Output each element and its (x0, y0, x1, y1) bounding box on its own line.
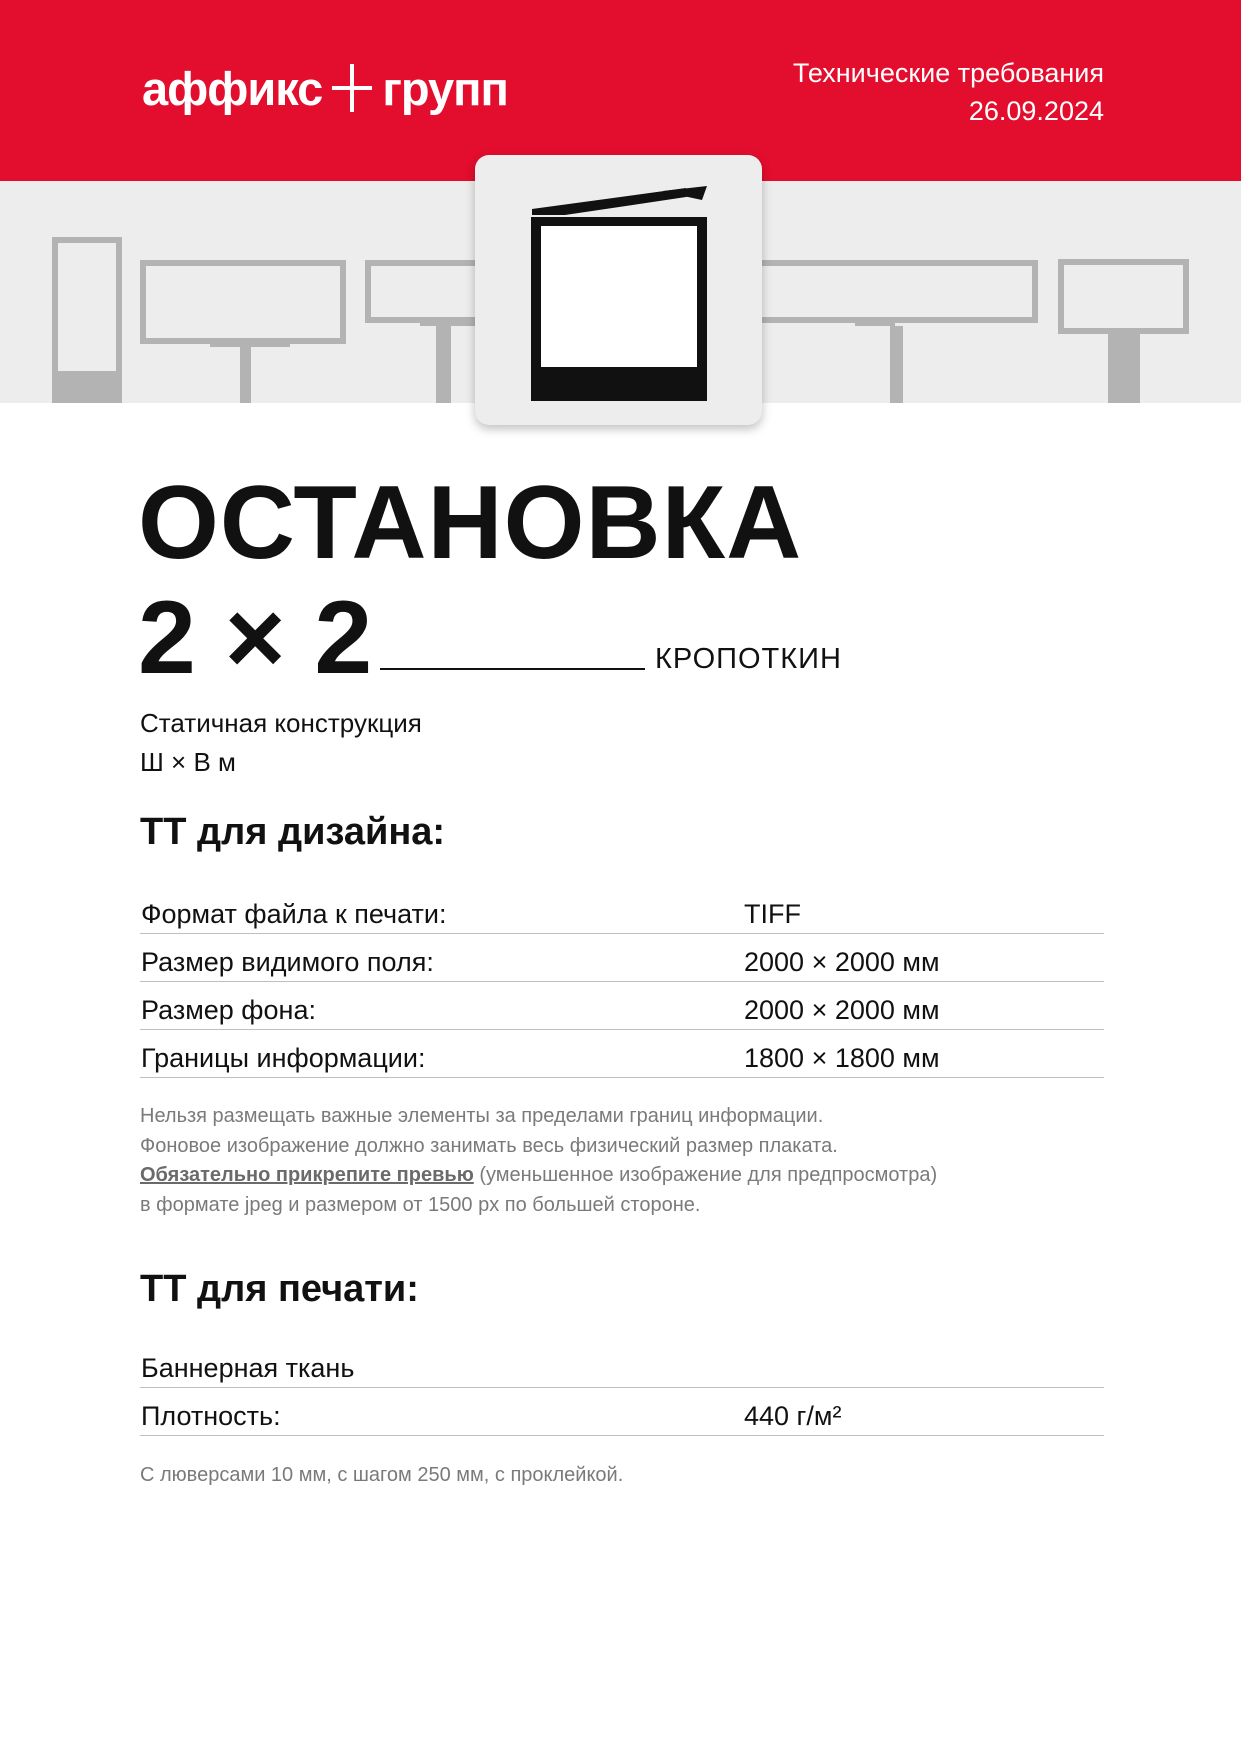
dimension-note: Ш × В м (140, 747, 236, 777)
billboard-post (240, 347, 251, 403)
spec-value: TIFF (744, 899, 801, 929)
billboard-post (436, 326, 451, 403)
product-location: КРОПОТКИН (655, 643, 842, 675)
table-row (140, 1340, 1104, 1388)
product-icon-card (475, 155, 762, 425)
note-line: Нельзя размещать важные элементы за пределами границ информации. (140, 1105, 824, 1127)
spec-value: 2000 × 2000 мм (744, 947, 940, 977)
billboard-bracket (210, 341, 290, 347)
document-date: 26.09.2024 (968, 96, 1104, 126)
logo-text-left: аффикс (142, 61, 323, 115)
note-line-rest: (уменьшенное изображение для предпросмотра) (473, 1164, 938, 1186)
document-type-label: Технические требования (792, 58, 1104, 88)
note-line: в формате jpeg и размером от 1500 px по большей стороне. (140, 1193, 701, 1216)
title-rule (380, 668, 645, 670)
cross-star-icon (332, 64, 372, 112)
billboard-silhouette (1061, 262, 1186, 331)
table-row (140, 1030, 1104, 1078)
table-row (140, 982, 1104, 1030)
product-size: 2 × 2 (138, 580, 373, 696)
spec-value: 1800 × 1800 мм (744, 1043, 940, 1073)
design-note (140, 1102, 937, 1220)
design-heading: ТТ для дизайна: (140, 811, 446, 853)
billboard-post (1108, 331, 1140, 403)
spec-key: Размер фона: (141, 995, 316, 1025)
table-row (140, 934, 1104, 982)
pillar-base (52, 374, 122, 403)
print-heading: ТТ для печати: (140, 1268, 419, 1310)
design-spec-table (140, 886, 1104, 1078)
preview-emphasis: Обязательно прикрепите превью (140, 1164, 474, 1186)
table-row (140, 886, 1104, 934)
billboard-bracket (855, 320, 895, 326)
print-spec-table (140, 1340, 1104, 1436)
spec-key: Размер видимого поля: (141, 947, 434, 977)
bus-stop-poster-icon (475, 155, 762, 425)
header-bar (0, 0, 1241, 181)
billboard-post (890, 326, 903, 403)
construction-type: Статичная конструкция (140, 708, 422, 738)
spec-value: 440 г/м² (744, 1401, 842, 1431)
note-line: Фоновое изображение должно занимать весь физический размер плаката. (140, 1134, 838, 1157)
spec-key: Границы информации: (141, 1043, 426, 1073)
document-type (793, 54, 1104, 130)
billboard-silhouette (143, 263, 343, 341)
pillar-silhouette (55, 240, 119, 374)
table-row (140, 1388, 1104, 1436)
spec-key: Формат файла к печати: (141, 899, 447, 929)
billboard-bracket (420, 320, 475, 326)
spec-key: Баннерная ткань (141, 1353, 355, 1383)
product-title: ОСТАНОВКА (138, 465, 803, 581)
note-line (140, 1161, 937, 1191)
company-logo (142, 58, 508, 118)
spec-value: 2000 × 2000 мм (744, 995, 940, 1025)
print-note: С люверсами 10 мм, с шагом 250 мм, с проклейкой. (140, 1464, 624, 1486)
spec-key: Плотность: (141, 1401, 281, 1431)
construction-info (140, 704, 422, 782)
logo-text-right: групп (382, 61, 508, 115)
